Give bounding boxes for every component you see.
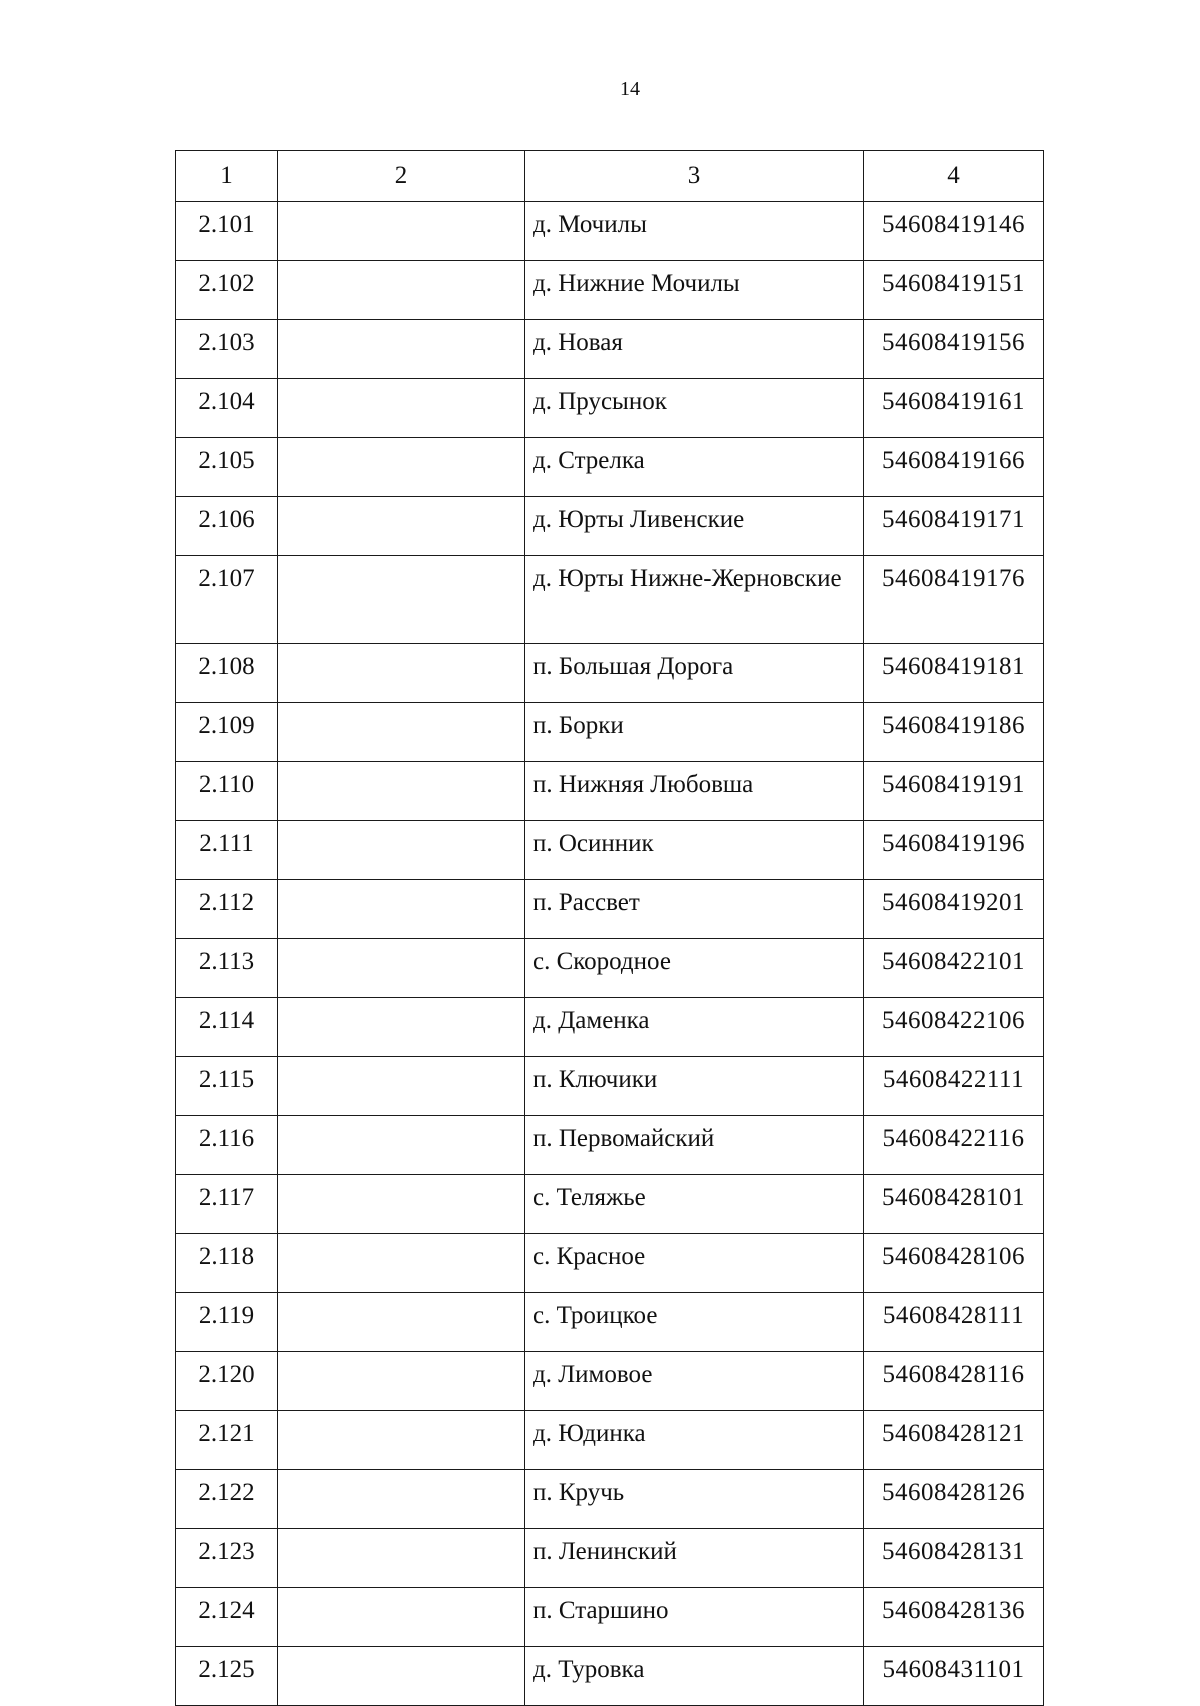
settlement-name-cell: д. Новая [525, 320, 864, 379]
table-row [176, 1588, 1044, 1647]
row-number-cell: 2.124 [176, 1588, 278, 1647]
row-empty-cell [278, 261, 525, 320]
row-empty-cell [278, 939, 525, 998]
row-empty-cell [278, 703, 525, 762]
table-row [176, 379, 1044, 438]
oktmo-code-cell: 54608419146 [864, 202, 1044, 261]
table-row [176, 762, 1044, 821]
settlement-name-cell: с. Красное [525, 1234, 864, 1293]
oktmo-code-cell: 54608419151 [864, 261, 1044, 320]
table-row [176, 939, 1044, 998]
table-row [176, 556, 1044, 644]
oktmo-code-cell: 54608419156 [864, 320, 1044, 379]
oktmo-code-cell: 54608428101 [864, 1175, 1044, 1234]
row-number-cell: 2.112 [176, 880, 278, 939]
row-number-cell: 2.121 [176, 1411, 278, 1470]
oktmo-code-cell: 54608419176 [864, 556, 1044, 644]
table-row [176, 1529, 1044, 1588]
oktmo-code-cell: 54608419181 [864, 644, 1044, 703]
oktmo-code-cell: 54608428116 [864, 1352, 1044, 1411]
settlement-name-cell: д. Стрелка [525, 438, 864, 497]
oktmo-code-cell: 54608428136 [864, 1588, 1044, 1647]
row-empty-cell [278, 556, 525, 644]
settlement-name-cell: п. Ключики [525, 1057, 864, 1116]
row-empty-cell [278, 1647, 525, 1706]
settlement-name-cell: с. Троицкое [525, 1293, 864, 1352]
settlement-name-cell: с. Скородное [525, 939, 864, 998]
row-empty-cell [278, 1352, 525, 1411]
row-empty-cell [278, 379, 525, 438]
oktmo-code-cell: 54608422111 [864, 1057, 1044, 1116]
oktmo-code-cell: 54608419186 [864, 703, 1044, 762]
table-row [176, 1293, 1044, 1352]
oktmo-code-cell: 54608419191 [864, 762, 1044, 821]
row-number-cell: 2.113 [176, 939, 278, 998]
oktmo-code-cell: 54608428131 [864, 1529, 1044, 1588]
row-number-cell: 2.102 [176, 261, 278, 320]
settlement-name-cell: п. Борки [525, 703, 864, 762]
settlement-name-cell: п. Первомайский [525, 1116, 864, 1175]
row-number-cell: 2.125 [176, 1647, 278, 1706]
row-number-cell: 2.111 [176, 821, 278, 880]
row-empty-cell [278, 821, 525, 880]
settlement-name-cell: п. Большая Дорога [525, 644, 864, 703]
row-number-cell: 2.122 [176, 1470, 278, 1529]
table-row [176, 497, 1044, 556]
oktmo-code-cell: 54608428121 [864, 1411, 1044, 1470]
settlement-name-cell: д. Юдинка [525, 1411, 864, 1470]
oktmo-code-cell: 54608419171 [864, 497, 1044, 556]
row-number-cell: 2.105 [176, 438, 278, 497]
table-row [176, 1057, 1044, 1116]
settlement-name-cell: п. Рассвет [525, 880, 864, 939]
row-empty-cell [278, 1411, 525, 1470]
table-row [176, 703, 1044, 762]
row-empty-cell [278, 1175, 525, 1234]
table-row [176, 998, 1044, 1057]
row-number-cell: 2.109 [176, 703, 278, 762]
row-number-cell: 2.116 [176, 1116, 278, 1175]
settlement-name-cell: д. Нижние Мочилы [525, 261, 864, 320]
row-number-cell: 2.103 [176, 320, 278, 379]
header-cell-3: 3 [525, 151, 864, 202]
table-row [176, 1352, 1044, 1411]
settlement-name-cell: п. Кручь [525, 1470, 864, 1529]
row-empty-cell [278, 438, 525, 497]
row-number-cell: 2.108 [176, 644, 278, 703]
settlement-name-cell: п. Нижняя Любовша [525, 762, 864, 821]
row-number-cell: 2.101 [176, 202, 278, 261]
row-number-cell: 2.106 [176, 497, 278, 556]
oktmo-code-cell: 54608428111 [864, 1293, 1044, 1352]
header-cell-4: 4 [864, 151, 1044, 202]
oktmo-code-cell: 54608428106 [864, 1234, 1044, 1293]
row-number-cell: 2.117 [176, 1175, 278, 1234]
settlement-name-cell: п. Осинник [525, 821, 864, 880]
header-cell-1: 1 [176, 151, 278, 202]
row-number-cell: 2.107 [176, 556, 278, 644]
row-number-cell: 2.119 [176, 1293, 278, 1352]
table-row [176, 880, 1044, 939]
page-number: 14 [620, 78, 640, 100]
row-empty-cell [278, 762, 525, 821]
settlement-name-cell: д. Прусынок [525, 379, 864, 438]
row-number-cell: 2.115 [176, 1057, 278, 1116]
table-header-row [176, 151, 1044, 202]
row-number-cell: 2.120 [176, 1352, 278, 1411]
settlement-name-cell: д. Даменка [525, 998, 864, 1057]
row-empty-cell [278, 998, 525, 1057]
table-row [176, 644, 1044, 703]
row-empty-cell [278, 202, 525, 261]
oktmo-code-cell: 54608419201 [864, 880, 1044, 939]
settlement-name-cell: д. Туровка [525, 1647, 864, 1706]
oktmo-code-cell: 54608419161 [864, 379, 1044, 438]
table-row [176, 1234, 1044, 1293]
row-empty-cell [278, 1234, 525, 1293]
row-empty-cell [278, 1588, 525, 1647]
row-number-cell: 2.114 [176, 998, 278, 1057]
row-number-cell: 2.118 [176, 1234, 278, 1293]
table-row [176, 202, 1044, 261]
row-number-cell: 2.123 [176, 1529, 278, 1588]
row-empty-cell [278, 1293, 525, 1352]
row-empty-cell [278, 1057, 525, 1116]
oktmo-code-cell: 54608422106 [864, 998, 1044, 1057]
oktmo-code-cell: 54608422116 [864, 1116, 1044, 1175]
row-empty-cell [278, 1470, 525, 1529]
settlement-name-cell: п. Старшино [525, 1588, 864, 1647]
row-empty-cell [278, 320, 525, 379]
table-row [176, 438, 1044, 497]
table-row [176, 1470, 1044, 1529]
settlement-name-cell: п. Ленинский [525, 1529, 864, 1588]
settlement-name-cell: д. Лимовое [525, 1352, 864, 1411]
table-row [176, 261, 1044, 320]
table-row [176, 1411, 1044, 1470]
row-empty-cell [278, 880, 525, 939]
oktmo-code-cell: 54608419196 [864, 821, 1044, 880]
settlement-name-cell: с. Теляжье [525, 1175, 864, 1234]
settlement-name-cell: д. Мочилы [525, 202, 864, 261]
table-body [176, 151, 1044, 1706]
row-number-cell: 2.104 [176, 379, 278, 438]
settlement-code-table [175, 150, 1044, 1706]
table-row [176, 320, 1044, 379]
table-row [176, 1116, 1044, 1175]
row-empty-cell [278, 1116, 525, 1175]
oktmo-code-cell: 54608428126 [864, 1470, 1044, 1529]
row-empty-cell [278, 644, 525, 703]
oktmo-code-cell: 54608419166 [864, 438, 1044, 497]
row-empty-cell [278, 497, 525, 556]
oktmo-code-cell: 54608422101 [864, 939, 1044, 998]
table-row [176, 1175, 1044, 1234]
table-row [176, 821, 1044, 880]
settlement-name-cell: д. Юрты Ливенские [525, 497, 864, 556]
settlement-name-cell: д. Юрты Нижне-Жерновские [525, 556, 864, 644]
header-cell-2: 2 [278, 151, 525, 202]
table-row [176, 1647, 1044, 1706]
row-number-cell: 2.110 [176, 762, 278, 821]
row-empty-cell [278, 1529, 525, 1588]
oktmo-code-cell: 54608431101 [864, 1647, 1044, 1706]
